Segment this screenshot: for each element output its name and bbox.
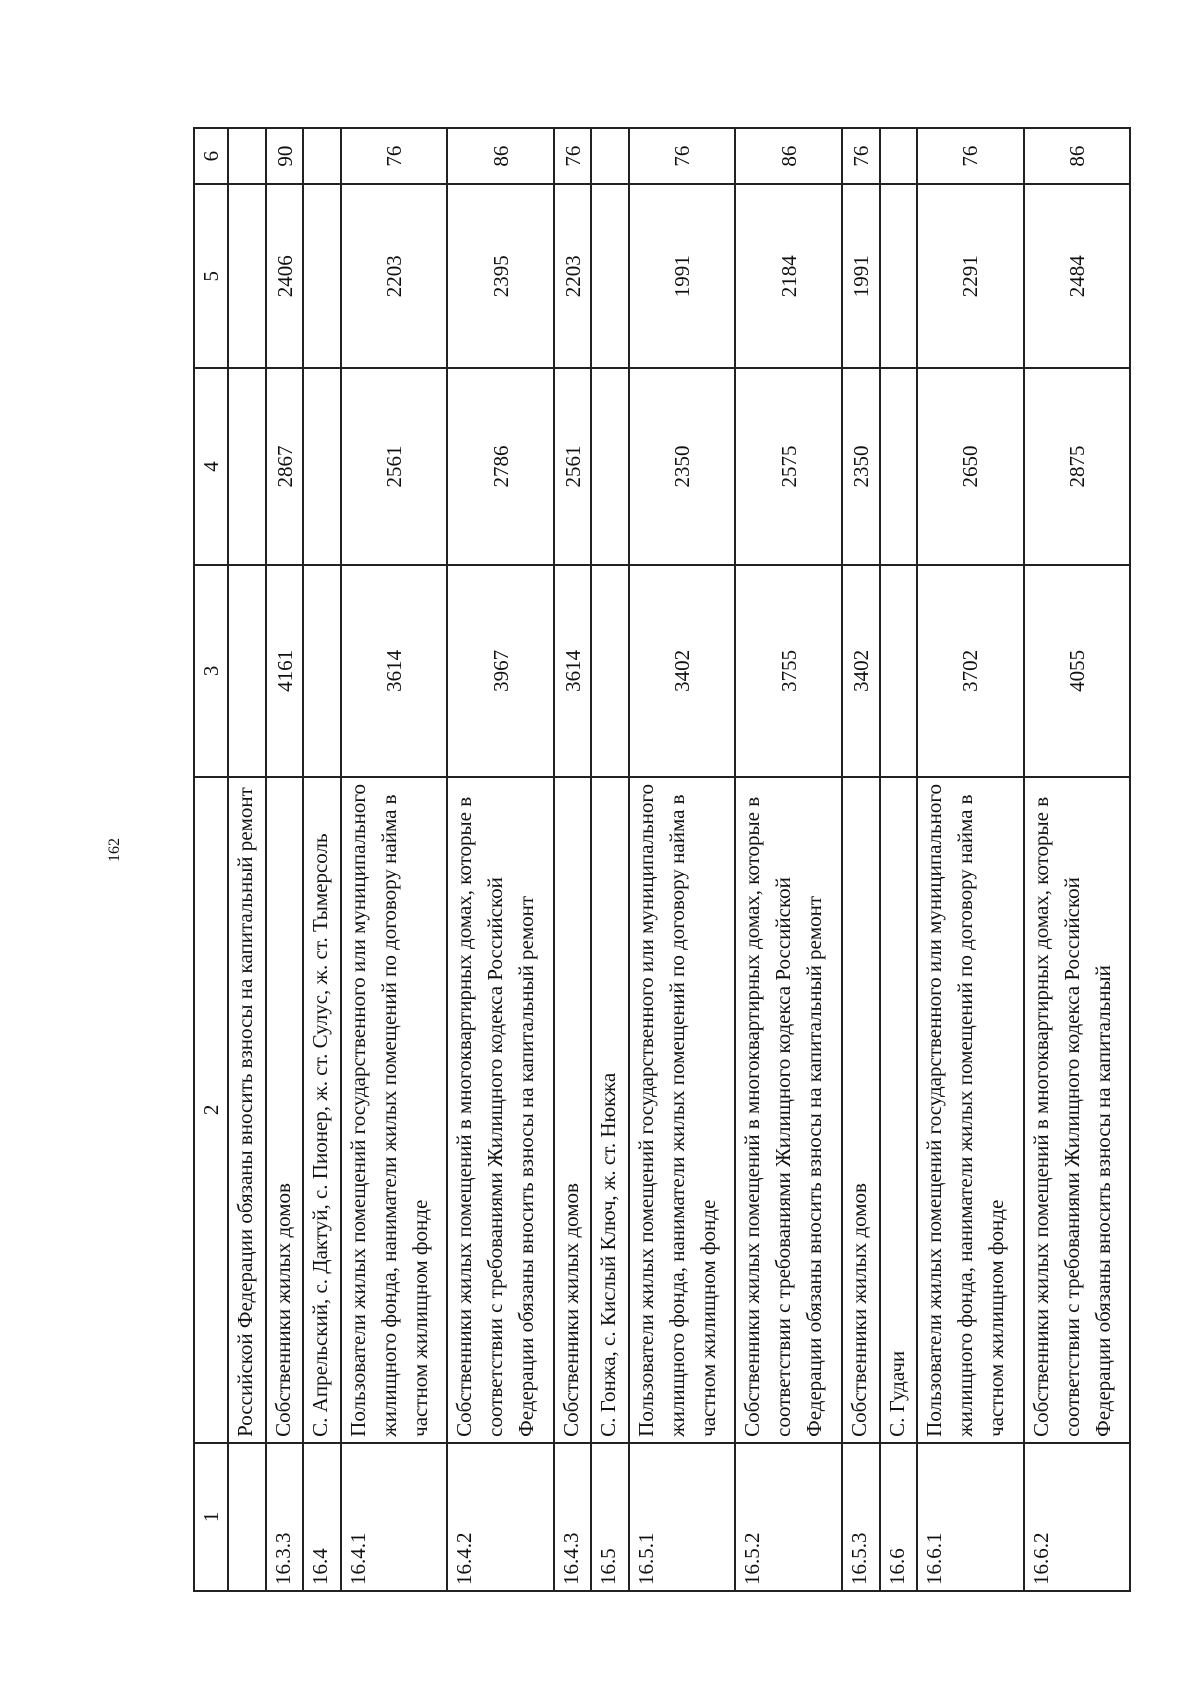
- row-value-col-3: [591, 565, 629, 777]
- header-col-1: 1: [194, 1443, 228, 1591]
- row-value-col-6: 76: [341, 128, 447, 184]
- row-value-col-3: 4161: [266, 565, 304, 777]
- row-value-col-4: 2575: [735, 368, 841, 565]
- table-row: [735, 128, 841, 1591]
- table-row: [266, 128, 304, 1591]
- header-row: [194, 128, 228, 1591]
- table-row: [591, 128, 629, 1591]
- row-value-col-4: [228, 368, 266, 565]
- row-value-col-3: [303, 565, 341, 777]
- table-row: [228, 128, 266, 1591]
- row-description: Пользователи жилых помещений государственного или муниципального жилищного фонда, наниматели жилых помещений по договору найма в частном жилищном фонде: [629, 777, 735, 1443]
- row-value-col-6: [228, 128, 266, 184]
- header-col-5: 5: [194, 184, 228, 368]
- table-row: [303, 128, 341, 1591]
- row-value-col-3: 3702: [917, 565, 1023, 777]
- table-row: [917, 128, 1023, 1591]
- row-value-col-3: 3402: [629, 565, 735, 777]
- row-code: 16.4.1: [341, 1443, 447, 1591]
- header-col-6: 6: [194, 128, 228, 184]
- row-value-col-4: 2867: [266, 368, 304, 565]
- tariff-table: [193, 127, 1131, 1592]
- row-value-col-5: 2291: [917, 184, 1023, 368]
- row-description: Собственники жилых домов: [842, 777, 880, 1443]
- row-description: Пользователи жилых помещений государственного или муниципального жилищного фонда, наниматели жилых помещений по договору найма в частном жилищном фонде: [341, 777, 447, 1443]
- row-description: Российской Федерации обязаны вносить взносы на капитальный ремонт: [228, 777, 266, 1443]
- row-value-col-6: 86: [1024, 128, 1130, 184]
- row-value-col-6: 90: [266, 128, 304, 184]
- row-value-col-5: 2203: [341, 184, 447, 368]
- row-value-col-6: 76: [554, 128, 592, 184]
- table-row: [1024, 128, 1130, 1591]
- row-description: Пользователи жилых помещений государственного или муниципального жилищного фонда, наниматели жилых помещений по договору найма в частном жилищном фонде: [917, 777, 1023, 1443]
- row-code: 16.6.1: [917, 1443, 1023, 1591]
- row-code: 16.5.3: [842, 1443, 880, 1591]
- row-value-col-4: 2650: [917, 368, 1023, 565]
- row-code: 16.4.3: [554, 1443, 592, 1591]
- row-value-col-5: 2406: [266, 184, 304, 368]
- row-value-col-4: [880, 368, 918, 565]
- header-col-3: 3: [194, 565, 228, 777]
- table-row: [629, 128, 735, 1591]
- row-value-col-6: 86: [735, 128, 841, 184]
- row-value-col-4: 2561: [341, 368, 447, 565]
- row-value-col-6: 86: [447, 128, 553, 184]
- row-value-col-3: [880, 565, 918, 777]
- page-number: 162: [106, 838, 123, 862]
- rotated-table-frame: [193, 127, 1131, 1592]
- table-body: [228, 128, 1130, 1591]
- row-value-col-3: 3967: [447, 565, 553, 777]
- row-value-col-6: 76: [842, 128, 880, 184]
- row-value-col-5: 1991: [629, 184, 735, 368]
- row-value-col-6: 76: [629, 128, 735, 184]
- row-description: Собственники жилых помещений в многоквартирных домах, которые в соответствии с требованиями Жилищного кодекса Российской Федерации обязаны вносить взносы на капитальный ремонт: [735, 777, 841, 1443]
- row-value-col-6: [591, 128, 629, 184]
- row-description: С. Гонжа, с. Кислый Ключ, ж. ст. Нюкжа: [591, 777, 629, 1443]
- row-value-col-4: 2875: [1024, 368, 1130, 565]
- table-row: [842, 128, 880, 1591]
- row-value-col-3: 3755: [735, 565, 841, 777]
- table-row: [447, 128, 553, 1591]
- row-value-col-5: 2395: [447, 184, 553, 368]
- row-description: Собственники жилых помещений в многоквартирных домах, которые в соответствии с требованиями Жилищного кодекса Российской Федерации обязаны вносить взносы на капитальный ремонт: [447, 777, 553, 1443]
- header-col-4: 4: [194, 368, 228, 565]
- row-value-col-5: 2184: [735, 184, 841, 368]
- row-description: Собственники жилых домов: [554, 777, 592, 1443]
- row-code: [228, 1443, 266, 1591]
- row-value-col-6: 76: [917, 128, 1023, 184]
- row-value-col-3: [228, 565, 266, 777]
- table-row: [880, 128, 918, 1591]
- row-description: С. Гудачи: [880, 777, 918, 1443]
- row-description: С. Апрельский, с. Дактуй, с. Пионер, ж. ст. Сулус, ж. ст. Тымерсоль: [303, 777, 341, 1443]
- row-value-col-3: 3402: [842, 565, 880, 777]
- row-value-col-6: [880, 128, 918, 184]
- row-value-col-5: [228, 184, 266, 368]
- row-code: 16.5.1: [629, 1443, 735, 1591]
- row-value-col-3: 3614: [554, 565, 592, 777]
- table-row: [341, 128, 447, 1591]
- row-value-col-3: 3614: [341, 565, 447, 777]
- row-code: 16.6: [880, 1443, 918, 1591]
- row-value-col-4: 2561: [554, 368, 592, 565]
- row-value-col-4: 2786: [447, 368, 553, 565]
- row-description: Собственники жилых домов: [266, 777, 304, 1443]
- row-value-col-5: 1991: [842, 184, 880, 368]
- row-code: 16.4.2: [447, 1443, 553, 1591]
- row-description: Собственники жилых помещений в многоквартирных домах, которые в соответствии с требованиями Жилищного кодекса Российской Федерации обязаны вносить взносы на капитальный: [1024, 777, 1130, 1443]
- header-col-2: 2: [194, 777, 228, 1443]
- row-value-col-4: [303, 368, 341, 565]
- row-value-col-4: [591, 368, 629, 565]
- row-value-col-5: [591, 184, 629, 368]
- row-value-col-5: [303, 184, 341, 368]
- row-value-col-4: 2350: [842, 368, 880, 565]
- row-code: 16.5.2: [735, 1443, 841, 1591]
- row-value-col-5: 2484: [1024, 184, 1130, 368]
- row-value-col-4: 2350: [629, 368, 735, 565]
- row-value-col-3: 4055: [1024, 565, 1130, 777]
- row-value-col-6: [303, 128, 341, 184]
- row-value-col-5: [880, 184, 918, 368]
- row-code: 16.6.2: [1024, 1443, 1130, 1591]
- row-value-col-5: 2203: [554, 184, 592, 368]
- row-code: 16.3.3: [266, 1443, 304, 1591]
- row-code: 16.4: [303, 1443, 341, 1591]
- table-row: [554, 128, 592, 1591]
- row-code: 16.5: [591, 1443, 629, 1591]
